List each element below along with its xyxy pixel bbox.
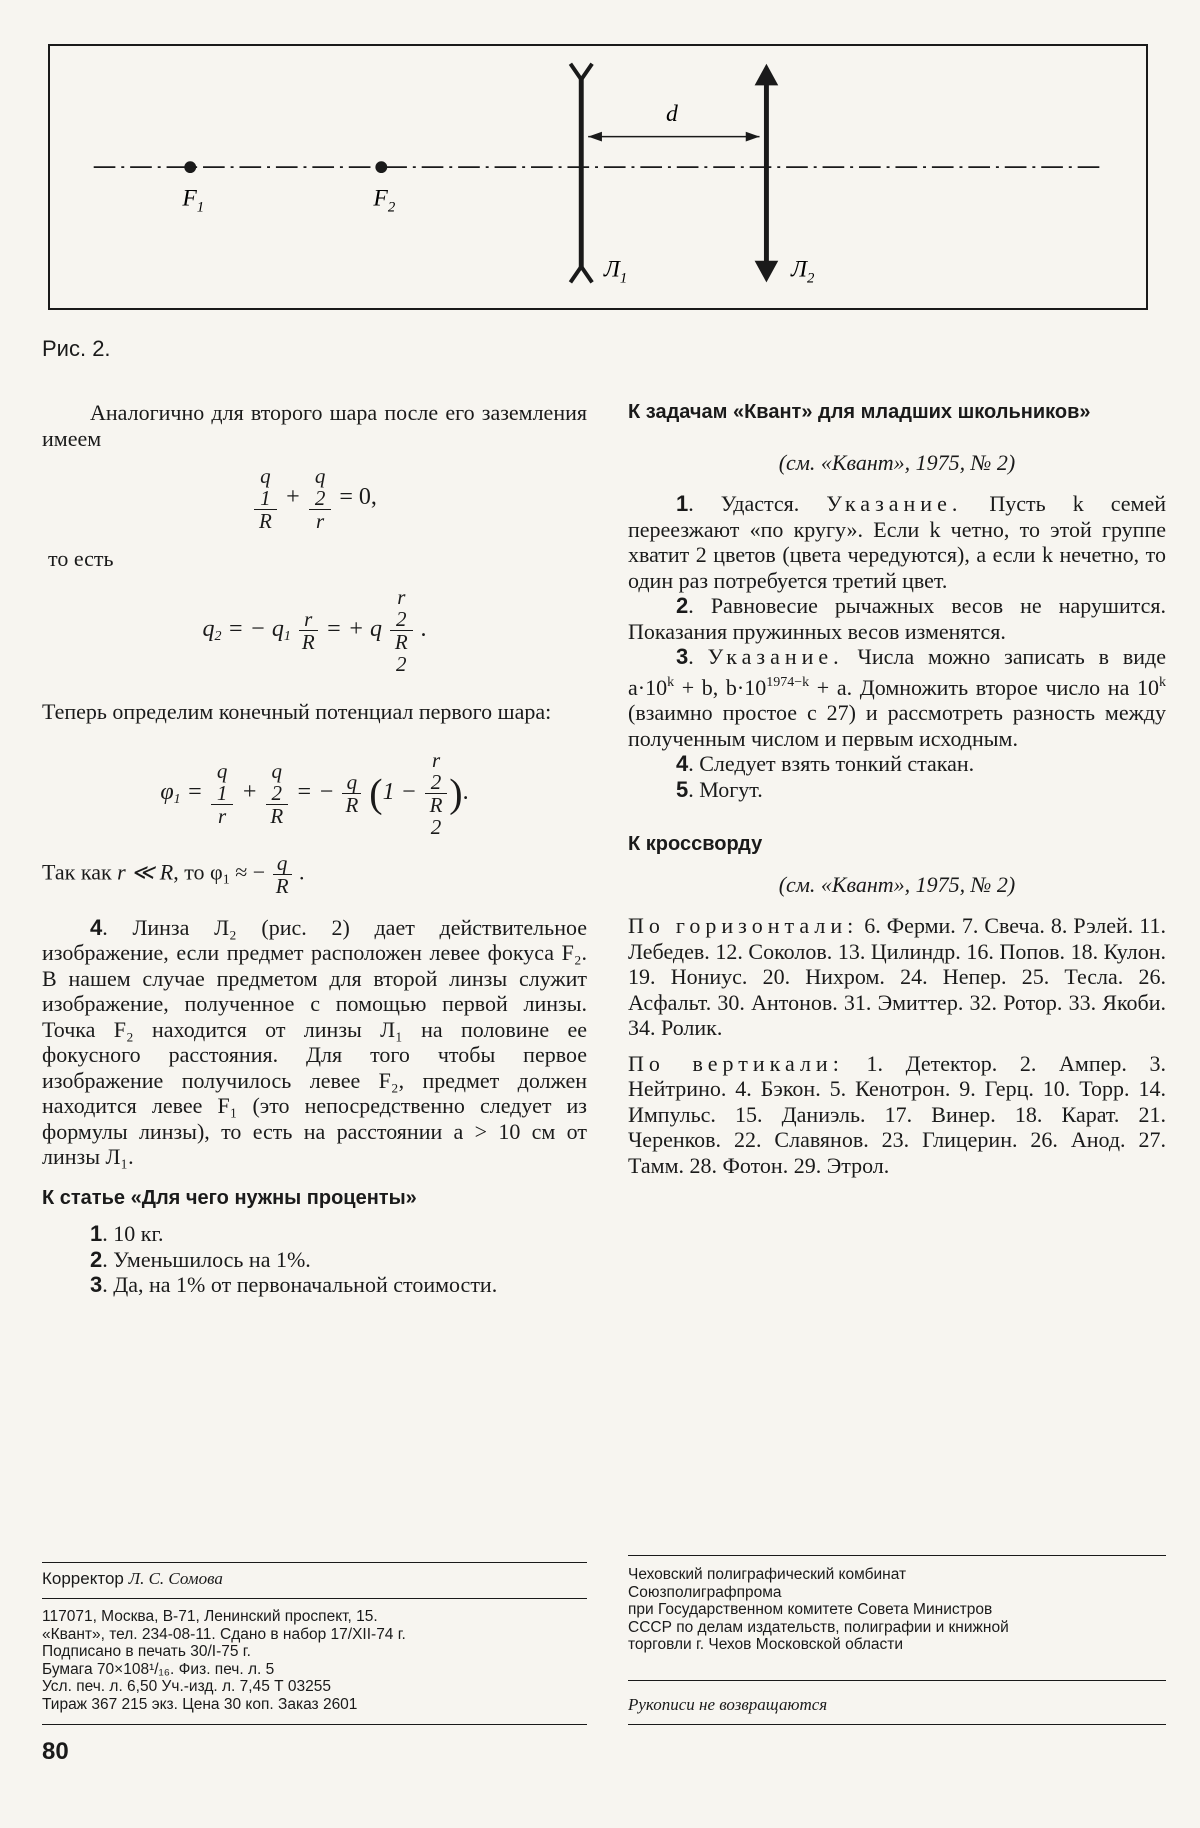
heading-junior-problems: К задачам «Квант» для младших школьников» [628, 401, 1091, 423]
percent-answer-1: 1. 10 кг. [90, 1221, 164, 1246]
footer-rule-right-mid [628, 1680, 1166, 1681]
footer-rule-right-top [628, 1555, 1166, 1556]
figure-caption: Рис. 2. [42, 336, 111, 361]
formula-phi1: $\varphi_1$ = q 1 r + q 2 R = − $\frac{q}{R}$ (1 − r 2 R 2 ). [160, 747, 469, 839]
label-f2: $F_2$ [373, 185, 396, 216]
printer-block: Чеховский полиграфический комбинат Союзполиграфпрома при Государственном комитете Совета Министров СССР по делам издательств, полиграфии и книжной торговли г. Чехов Московской области [628, 1566, 1009, 1653]
junior-answer-2: 2. Равновесие рычажных весов не нарушится. Показания пружинных весов изменятся. [628, 593, 1166, 644]
lens-diagram [48, 44, 1148, 310]
crossword-vertical: По вертикали: 1. Детектор. 2. Ампер. 3. Нейтрино. 4. Бэкон. 5. Кенотрон. 9. Герц. 10. Торр. 14. Импульс. 15. Даниэль. 17. Винер. 18. Карат. 21. Черенков. 22. Славянов. 23. Глицерин. 26. Анод. 27. Тамм. 28. Фотон. 29. Этрол. [628, 1050, 1166, 1178]
percent-answer-3: 3. Да, на 1% от первоначальной стоимости. [90, 1272, 498, 1297]
distance-d-marker [588, 132, 759, 142]
paragraph-that-is: то есть [48, 546, 114, 571]
paragraph-second-ball: Аналогично для второго шара после его заземления имеем [42, 400, 587, 451]
footer-rule-left-mid [42, 1598, 587, 1599]
left-column [42, 400, 587, 1298]
heading-percent-article: К статье «Для чего нужны проценты» [42, 1186, 417, 1209]
manuscripts-not-returned: Рукописи не возвращаются [628, 1695, 828, 1714]
percent-answer-2: 2. Уменьшилось на 1%. [90, 1246, 311, 1272]
focus-point-f2 [375, 161, 387, 173]
paragraph-final-potential: Теперь определим конечный потенциал первого шара: [42, 698, 552, 724]
footer-rule-left-top [42, 1562, 587, 1563]
footer-rule-left-bottom [42, 1724, 587, 1725]
heading-crossword: К кроссворду [628, 833, 763, 855]
junior-answer-5: 5. Могут. [676, 776, 763, 802]
answer-lens-paragraph: 4. Линза Л₂ (рис. 2) дает действительное изображение, если предмет расположен левее фокуса F₂. В нашем случае предметом для второй линзы служит изображение, полученное с помощью первой линзы. Точка F₂ находится от линзы Л₁ на половине ее фокусного расстояния. Для того чтобы первое изображение получилось левее F₂, предмет должен находится левее F₁ (это непосредственно следует из формулы линзы), то есть на расстоянии a > 10 см от линзы Л₁. [42, 914, 587, 1169]
reference-crossword: (см. «Квант», 1975, № 2) [778, 871, 1016, 897]
label-f1: $F_1$ [182, 185, 205, 216]
diverging-lens-l1 [570, 64, 592, 283]
label-l1: $Л_1$ [603, 256, 628, 287]
focus-point-f1 [184, 161, 196, 173]
converging-lens-l2 [755, 64, 779, 283]
reference-junior: (см. «Квант», 1975, № 2) [778, 449, 1016, 475]
junior-answer-3: 3. Указание. Числа можно записать в виде $a\cdot 10^k + b$, $b\cdot 10^{1974-k} + a$. Домножить второе число на 10$^k$ (взаимно простое с 27) и рассмотреть разность между полученным числом и первым исходным. [628, 644, 1167, 751]
junior-answer-1: 1. Удастся. Указание. Пусть k семей переезжают «по кругу». Если k четно, то этой группе хватит 2 цветов (цвета чередуются), а если k нечетно, то один раз потребуется третий цвет. [628, 491, 1167, 593]
right-column [628, 400, 1166, 1178]
crossword-horizontal: По горизонтали: 6. Ферми. 7. Свеча. 8. Рэлей. 11. Лебедев. 12. Соколов. 13. Цилиндр. 16. Попов. 18. Кулон. 19. Нониус. 20. Нихром. 24. Непер. 25. Тесла. 26. Асфальт. 30. Антонов. 31. Эмиттер. 32. Ротор. 33. Якоби. 34. Ролик. [628, 913, 1166, 1040]
label-l2: $Л_2$ [791, 256, 815, 287]
label-d: d [665, 100, 678, 127]
corrector-line: Корректор Л. С. Сомова [42, 1569, 223, 1588]
footer-rule-right-bottom [628, 1724, 1166, 1725]
imprint-block: 117071, Москва, В-71, Ленинский проспект, 15. «Квант», тел. 234-08-11. Сдано в набор 17/XII-74 г. Подписано в печать 30/I-75 г. Бумага 70×108¹/₁₆. Физ. печ. л. 5 Усл. печ. л. 6,50 Уч.-изд. л. 7,45 Т 03255 Тираж 367 215 экз. Цена 30 коп. Заказ 2601 [42, 1608, 406, 1713]
junior-answer-4: 4. Следует взять тонкий стакан. [676, 751, 975, 776]
formula-q2: $q_2$ = − $q_1$ $\frac{r}{R}$ = + q r 2 R 2 . [202, 584, 427, 676]
paragraph-approximation: Так как r ≪ R, то $\varphi_1$ ≈ − $\frac{q}{R}$ . [42, 850, 305, 898]
formula-sum-zero: q 1 R + q 2 r = 0, [42, 465, 587, 532]
page-number: 80 [42, 1738, 69, 1765]
